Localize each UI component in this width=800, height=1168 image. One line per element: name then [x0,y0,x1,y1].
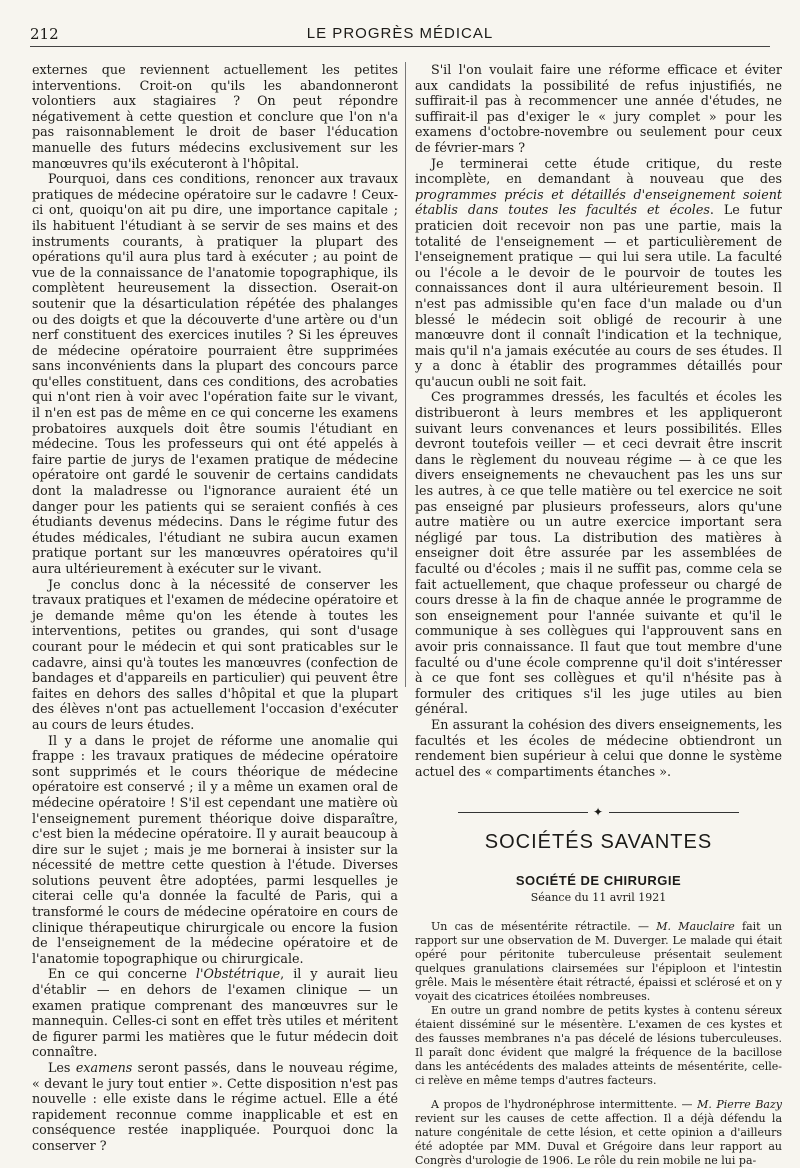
section-ornament [415,805,782,821]
ornament-line [609,812,739,813]
paragraph [32,1060,398,1154]
report-paragraph [415,1098,782,1168]
text-run: Les [48,1060,76,1075]
text-run: revient sur les causes de cette affection. Il a déjà défendu la nature congénitale de cette lésion, et cette opinion a d'ailleurs été adoptée par MM. Duval et Grégoire dans leur rapport au Congrès d'urologie de 1906. Le rôle du rein mobile ne lui pa- [415,1111,782,1167]
ornament-line [458,812,588,813]
emphasis: examens [75,1060,133,1075]
column-divider [405,62,406,687]
paragraph: Ces programmes dressés, les facultés et écoles les distribueront à leurs membres et les appliqueront suivant leurs convenances et leurs possibilités. Elles devront toutefois veiller — et ceci devrait être inscrit dans le règlement du nouveau régime — à ce que les divers enseignements ne chevauchent pas les uns sur les autres, à ce que telle matière ou tel exercice ne soit pas enseigné par plusieurs professeurs, alors qu'une autre matière ou un autre exercice important sera négligé par tous. La distribution des matières à enseigner doit être assurée par les assemblées de faculté ou d'écoles ; mais il ne suffit pas, comme cela se fait actuellement, que chaque professeur ou chargé de cours dresse à la fin de chaque année le programme de son enseignement pour l'année suivante et qu'il le communique à ses collègues qui l'approuvent sans en avoir pris connaissance. Il faut que tout membre d'une faculté ou d'une école comprenne qu'il doit s'intéresser à ce que font ses collègues et qu'il n'hésite pas à formuler des critiques s'il les juge utiles au bien général. [415,389,782,717]
report-paragraph [415,920,782,1004]
spacer [415,1088,782,1098]
report-lead: A propos de l'hydronéphrose intermittente. — [431,1097,698,1111]
paragraph: S'il l'on voulait faire une réforme efficace et éviter aux candidats la possibilité de refus injustifiés, ne suffirait-il pas à recommencer une année d'études, ne suffirait-il pas d'exiger le « jury complet » pour les examens d'octobre-novembre ou seulement pour ceux de février-mars ? [415,62,782,155]
report-lead: Un cas de mésentérite rétractile. — [431,919,657,933]
paragraph: Je conclus donc à la nécessité de conserver les travaux pratiques et l'examen de médecine opératoire et je demande même qu'on les étende à toutes les interventions, petites ou grandes, qui sont d'usage courant pour le médecin et qui sont praticables sur le cadavre, ainsi qu'à toutes les manœuvres (confection de bandages et d'appareils en particulier) qui peuvent être faites en dehors des salles d'hôpital et que la plupart des élèves n'ont pas actuellement l'occasion d'exécuter au cours de leurs études. [32,576,398,732]
report-paragraph: En outre un grand nombre de petits kystes à contenu séreux étaient disséminé sur le mésentère. L'examen de ces kystes et des fausses membranes n'a pas décelé de lésions tuberculeuses. Il paraît donc évident que malgré la fréquence de la bacillose dans les antécédents des malades atteints de mésentérite, celle-ci relève en même temps d'autres facteurs. [415,1003,782,1087]
text-run: En ce qui concerne [48,966,196,982]
journal-title: LE PROGRÈS MÉDICAL [306,24,494,42]
report-author: M. Pierre Bazy [697,1097,782,1111]
report-author: M. Mauclaire [656,919,735,933]
paragraph [32,966,398,1060]
right-column [415,62,782,1167]
session-date: Séance du 11 avril 1921 [530,891,667,905]
ornament-glyph: ✦ [592,805,605,820]
header-rule [30,46,770,47]
text-run: seront passés, dans le nouveau régime, « devant le jury tout entier ». Cette disposition n'est pas nouvelle : elle existe dans le régime actuel. Elle a été rapidement reconnue comme inapplicable et est en conséquence restée inappliquée. Pourquoi donc la conserver ? [32,1060,399,1153]
society-title: SOCIÉTÉ DE CHIRURGIE [515,872,682,888]
report-block [415,920,782,1168]
text-run: fait un rapport sur une observation de M. Duverger. Le malade qui était opéré pour péritonite tuberculeuse présentait seulement quelques granulations clairsemées sur l'épiploon et l'intestin grêle. Mais le mésentère était rétracté, épaissi et sclérosé et on y voyait des cicatrices étoilées nombreuses. [415,919,782,1003]
text-run: . Le futur praticien doit recevoir non pas une partie, mais la totalité de l'enseignement — et particulièrement de l'enseignement pratique — qui lui sera utile. La faculté ou l'école a le devoir de le pourvoir de toutes les connaissances dont il aura ultérieurement besoin. Il n'est pas admissible qu'en face d'un malade ou d'un blessé le médecin soit obligé de recourir à une manœuvre dont il connaît l'indication et la technique, mais qu'il n'a jamais exécutée au cours de ses études. Il y a donc à établir des programmes détaillés pour qu'aucun oubli ne soit fait. [415,202,782,389]
paragraph: externes que reviennent actuellement les petites interventions. Croit-on qu'ils les abandonneront volontiers aux stagiaires ? On peut répondre négativement à cette question et conclure que l'on n'a pas raisonnablement le droit de baser l'éducation manuelle des futurs médecins exclusivement sur les manœuvres qu'ils exécuteront à l'hôpital. [32,62,398,171]
left-column [32,62,399,1153]
paragraph: Il y a dans le projet de réforme une anomalie qui frappe : les travaux pratiques de médecine opératoire sont supprimés et le cours théorique de médecine opératoire est conservé ; il y a même un examen oral de médecine opératoire ! S'il est cependant une matière où l'enseignement purement théorique doive disparaître, c'est bien la médecine opératoire. Il y aurait beaucoup à dire sur le sujet ; mais je me bornerai à insister sur la nécessité de mettre cette question à l'étude. Diverses solutions peuvent être adoptées, parmi lesquelles je citerai celle qu'a donnée la faculté de Paris, qui a transformé le cours de médecine opératoire en cours de clinique thérapeutique chirurgicale ou encore la fusion de l'enseignement de la médecine opératoire et de l'anatomie topographique ou chirurgicale. [32,732,398,966]
emphasis: l'Obstétrique [195,966,281,982]
emphasis: programmes précis et détaillés d'enseignement soient établis dans toutes les facultés et écoles [415,186,782,218]
paragraph: Pourquoi, dans ces conditions, renoncer aux travaux pratiques de médecine opératoire sur le cadavre ! Ceux-ci ont, quoiqu'on ait pu dire, une importance capitale ; ils habituent l'étudiant à se servir de ses mains et des instruments courants, à pratiquer la plupart des opérations qu'il aura plus tard à exécuter ; au point de vue de la connaissance de l'anatomie topographique, ils complètent heureusement la dissection. Oserait-on soutenir que la désarticulation répétée des phalanges ou des doigts et que la découverte d'une artère ou d'un nerf constituent des exercices inutiles ? Si les épreuves de médecine opératoire pourraient être supprimées sans inconvénients dans la plupart des concours parce qu'elles constituent, dans ces conditions, des acrobaties qui n'ont rien à voir avec l'opération faite sur le vivant, il n'en est pas de même en ce qui concerne les examens probatoires auxquels doit être soumis l'étudiant en médecine. Tous les professeurs qui ont été appelés à faire partie de jurys de l'examen pratique de médecine opératoire ont gardé le souvenir de certains candidats dont la maladresse ou l'ignorance auraient été un danger pour les patients qui se seraient confiés à ces étudiants devenus médecins. Dans le régime futur des études médicales, l'étudiant ne subira aucun examen pratique portant sur les manœuvres opératoires qu'il aura ultérieurement à exécuter sur le vivant. [32,171,398,576]
paragraph: En assurant la cohésion des divers enseignements, les facultés et les écoles de médecine obtiendront un rendement bien supérieur à celui que donne le système actuel des « compartiments étanches ». [415,716,782,779]
text-run: , il y aurait lieu d'établir — en dehors de l'examen clinique — un examen pratique comprenant des manœuvres sur le mannequin. Celles-ci sont en effet très utiles et méritent de figurer parmi les matières que le futur médecin doit connaître. [32,966,398,1060]
page-header [30,22,770,44]
paragraph [415,156,782,390]
section-title: SOCIÉTÉS SAVANTES [484,830,713,853]
text-run: Je terminerai cette étude critique, du reste incomplète, en demandant à nouveau que des [415,155,782,187]
page-number: 212 [30,25,59,43]
